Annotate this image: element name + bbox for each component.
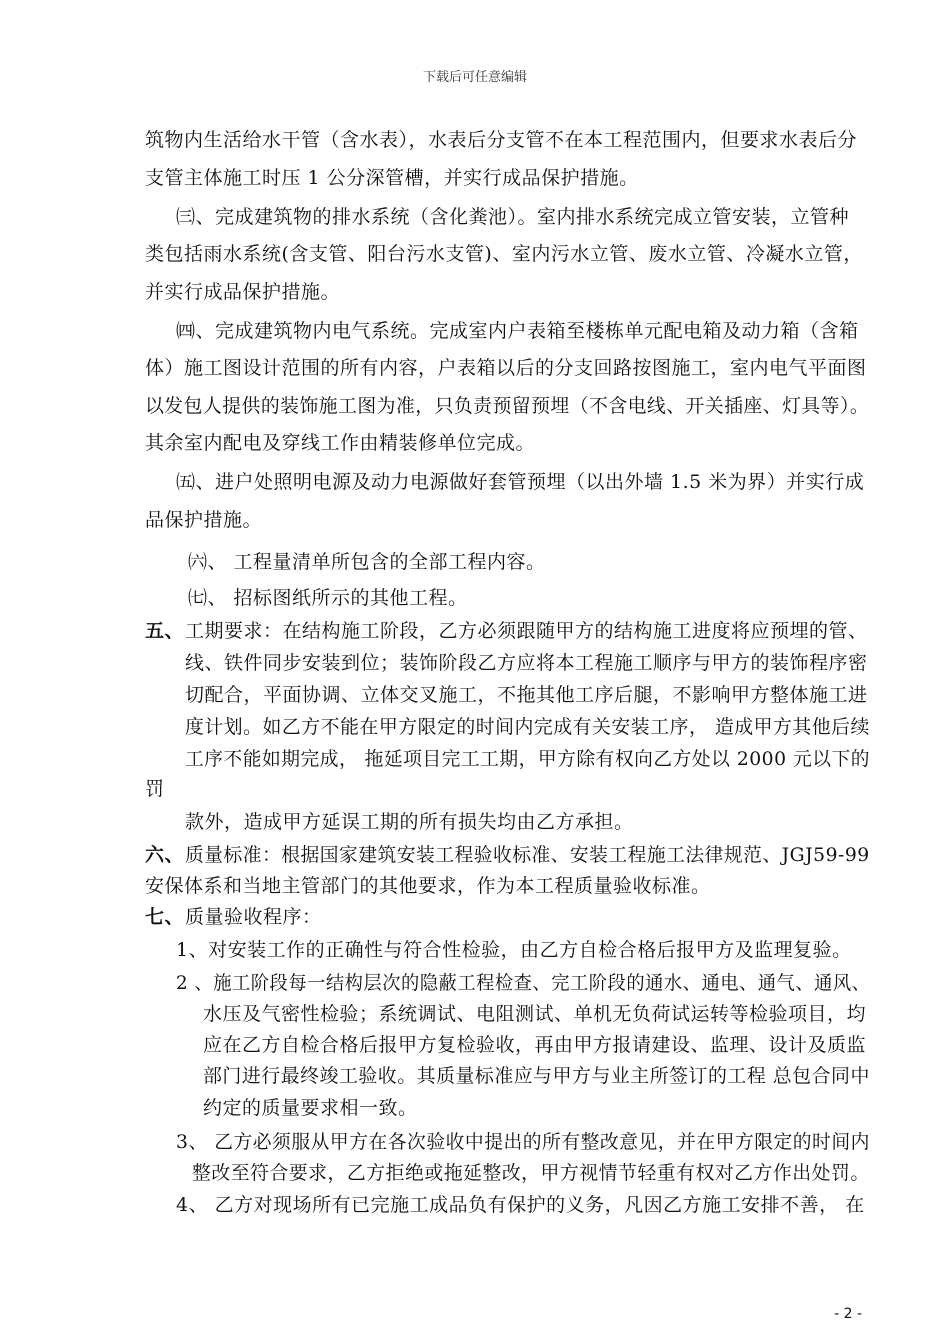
text-line: 安保体系和当地主管部门的其他要求，作为本工程质量验收标准。 <box>145 875 711 897</box>
text-line: ㈥、 工程量清单所包含的全部工程内容。 <box>188 551 546 573</box>
text-line: 整改至符合要求，乙方拒绝或拖延整改，甲方视情节轻重有权对乙方作出处罚。 <box>192 1162 870 1184</box>
text-line: 体）施工图设计范围的所有内容，户表箱以后的分支回路按图施工，室内电气平面图 <box>145 357 867 379</box>
text-line: 罚 <box>145 778 165 800</box>
text-line: ㈦、 招标图纸所示的其他工程。 <box>188 587 468 609</box>
text-line: 以发包人提供的装饰施工图为准，只负责预留预埋（不含电线、开关插座、灯具等）。 <box>145 395 870 417</box>
text-line: 部门进行最终竣工验收。其质量标准应与甲方与业主所签订的工程 总包合同中 <box>203 1065 870 1087</box>
text-line: 质量验收程序： <box>185 906 322 928</box>
text-line: 1、对安装工作的正确性与符合性检验，由乙方自检合格后报甲方及监理复验。 <box>176 939 852 961</box>
text-line: 应在乙方自检合格后报甲方复检验收，再由甲方报请建设、监理、设计及质监 <box>203 1034 867 1056</box>
text-line: 线、铁件同步安装到位；装饰阶段乙方应将本工程施工顺序与甲方的装饰程序密 <box>185 652 868 674</box>
text-line: 类包括雨水系统(含支管、阳台污水支管)、室内污水立管、废水立管、冷凝水立管， <box>145 243 863 265</box>
text-line: 约定的质量要求相一致。 <box>203 1097 418 1119</box>
page-number: - 2 - <box>834 1306 862 1322</box>
text-line: 其余室内配电及穿线工作由精装修单位完成。 <box>145 432 536 454</box>
section-number: 六、 <box>145 844 185 866</box>
text-line: ㈣、完成建筑物内电气系统。完成室内户表箱至楼栋单元配电箱及动力箱（含箱 <box>176 320 859 342</box>
text-line: 切配合，平面协调、立体交叉施工，不拖其他工序后腿，不影响甲方整体施工进 <box>185 684 868 706</box>
text-line: 水压及气密性检验；系统调试、电阻测试、单机无负荷试运转等检验项目，均 <box>203 1003 867 1025</box>
section-number: 五、 <box>145 620 185 642</box>
text-line: 工期要求：在结构施工阶段，乙方必须跟随甲方的结构施工进度将应预埋的管、 <box>185 620 868 642</box>
text-line: 3、 乙方必须服从甲方在各次验收中提出的所有整改意见，并在甲方限定的时间内 <box>176 1131 870 1153</box>
text-line: 并实行成品保护措施。 <box>145 281 341 303</box>
text-line: 2 、施工阶段每一结构层次的隐蔽工程检查、完工阶段的通水、通电、通气、通风、 <box>176 972 871 994</box>
text-line: 工序不能如期完成， 拖延项目完工工期，甲方除有权向乙方处以 2000 元以下的 <box>185 748 870 770</box>
text-line: 4、 乙方对现场所有已完施工成品负有保护的义务，凡因乙方施工安排不善， 在 <box>176 1194 865 1216</box>
text-line: 筑物内生活给水干管（含水表），水表后分支管不在本工程范围内，但要求水表后分 <box>145 129 858 151</box>
text-line: 度计划。如乙方不能在甲方限定的时间内完成有关安装工序， 造成甲方其他后续 <box>185 716 870 738</box>
text-line: 支管主体施工时压 1 公分深管槽，并实行成品保护措施。 <box>145 167 639 189</box>
text-line: 款外，造成甲方延误工期的所有损失均由乙方承担。 <box>185 811 634 833</box>
text-line: ㈤、进户处照明电源及动力电源做好套管预埋（以出外墙 1.5 米为界）并实行成 <box>176 471 865 493</box>
text-line: 品保护措施。 <box>145 509 263 531</box>
text-line: 质量标准：根据国家建筑安装工程验收标准、安装工程施工法律规范、JGJ59-99 <box>185 844 870 866</box>
text-line: ㈢、完成建筑物的排水系统（含化粪池）。室内排水系统完成立管安装，立管种 <box>176 206 850 228</box>
page-header: 下载后可任意编辑 <box>422 70 527 85</box>
section-number: 七、 <box>145 906 185 928</box>
